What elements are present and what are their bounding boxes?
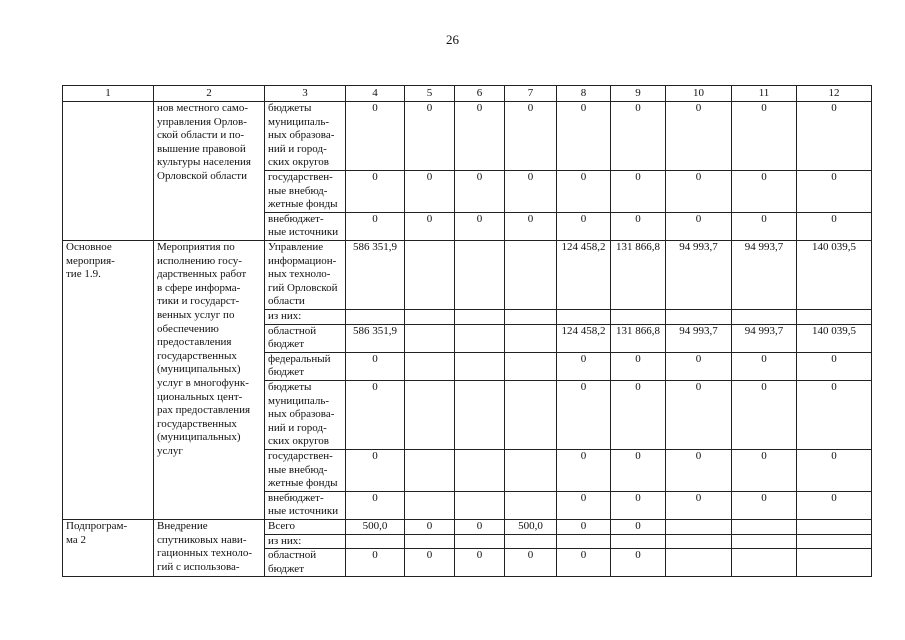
value-cell <box>505 309 557 324</box>
value-cell <box>505 352 557 380</box>
value-cell: 0 <box>666 491 732 519</box>
value-cell: 0 <box>611 491 666 519</box>
funding-source: Всего <box>265 519 346 534</box>
value-cell <box>732 519 797 534</box>
value-cell <box>455 309 505 324</box>
column-header: 11 <box>732 86 797 102</box>
value-cell <box>505 534 557 549</box>
value-cell: 0 <box>732 491 797 519</box>
column-header: 6 <box>455 86 505 102</box>
value-cell <box>405 352 455 380</box>
value-cell <box>611 534 666 549</box>
value-cell: 0 <box>666 449 732 491</box>
funding-source: из них: <box>265 309 346 324</box>
value-cell: 0 <box>797 171 872 213</box>
funding-source: из них: <box>265 534 346 549</box>
value-cell <box>666 519 732 534</box>
value-cell: 0 <box>557 352 611 380</box>
value-cell: 0 <box>346 491 405 519</box>
value-cell: 0 <box>455 212 505 240</box>
value-cell: 0 <box>557 212 611 240</box>
value-cell: 0 <box>611 171 666 213</box>
value-cell: 500,0 <box>346 519 405 534</box>
value-cell: 0 <box>666 212 732 240</box>
value-cell <box>797 519 872 534</box>
value-cell: 0 <box>405 171 455 213</box>
value-cell: 131 866,8 <box>611 240 666 309</box>
value-cell: 94 993,7 <box>666 324 732 352</box>
value-cell <box>405 449 455 491</box>
value-cell: 0 <box>666 102 732 171</box>
funding-source: государствен- ные внебюд- жетные фонды <box>265 449 346 491</box>
value-cell: 0 <box>505 102 557 171</box>
value-cell <box>346 309 405 324</box>
value-cell: 0 <box>455 519 505 534</box>
value-cell: 0 <box>505 212 557 240</box>
value-cell <box>455 324 505 352</box>
value-cell: 0 <box>557 380 611 449</box>
value-cell: 0 <box>611 102 666 171</box>
value-cell: 124 458,2 <box>557 240 611 309</box>
funding-table <box>62 85 872 577</box>
table-row <box>63 102 872 171</box>
program-name: Внедрение спутниковых нави- гационных техноло- гий с использова- <box>154 519 265 576</box>
column-header: 5 <box>405 86 455 102</box>
value-cell: 0 <box>732 212 797 240</box>
value-cell: 0 <box>732 449 797 491</box>
value-cell <box>666 309 732 324</box>
value-cell: 0 <box>405 519 455 534</box>
value-cell: 0 <box>611 549 666 577</box>
value-cell: 0 <box>611 352 666 380</box>
value-cell: 94 993,7 <box>732 324 797 352</box>
value-cell: 0 <box>346 171 405 213</box>
column-header: 12 <box>797 86 872 102</box>
value-cell: 0 <box>346 449 405 491</box>
value-cell <box>611 309 666 324</box>
value-cell: 0 <box>666 380 732 449</box>
value-cell: 0 <box>405 549 455 577</box>
value-cell <box>732 534 797 549</box>
value-cell: 94 993,7 <box>666 240 732 309</box>
value-cell: 0 <box>797 102 872 171</box>
value-cell: 0 <box>732 352 797 380</box>
value-cell <box>797 549 872 577</box>
value-cell: 0 <box>732 171 797 213</box>
table-row <box>63 519 872 534</box>
value-cell: 0 <box>797 380 872 449</box>
value-cell <box>557 309 611 324</box>
value-cell <box>505 449 557 491</box>
column-header: 10 <box>666 86 732 102</box>
value-cell: 0 <box>797 491 872 519</box>
value-cell <box>405 240 455 309</box>
value-cell <box>405 324 455 352</box>
value-cell <box>405 380 455 449</box>
value-cell <box>732 309 797 324</box>
value-cell: 0 <box>455 549 505 577</box>
funding-source: федеральный бюджет <box>265 352 346 380</box>
value-cell: 0 <box>797 352 872 380</box>
column-header: 8 <box>557 86 611 102</box>
value-cell: 0 <box>505 549 557 577</box>
value-cell: 0 <box>557 519 611 534</box>
value-cell <box>455 352 505 380</box>
value-cell: 0 <box>557 102 611 171</box>
value-cell <box>505 324 557 352</box>
funding-source: внебюджет- ные источники <box>265 212 346 240</box>
funding-source: Управление информацион- ных техноло- гий Орловской области <box>265 240 346 309</box>
value-cell <box>455 380 505 449</box>
value-cell <box>455 534 505 549</box>
column-header: 9 <box>611 86 666 102</box>
funding-source: областной бюджет <box>265 549 346 577</box>
value-cell <box>455 449 505 491</box>
value-cell: 0 <box>505 171 557 213</box>
value-cell: 94 993,7 <box>732 240 797 309</box>
value-cell: 0 <box>346 549 405 577</box>
value-cell: 0 <box>557 549 611 577</box>
value-cell: 131 866,8 <box>611 324 666 352</box>
value-cell: 500,0 <box>505 519 557 534</box>
value-cell <box>557 534 611 549</box>
value-cell <box>405 534 455 549</box>
value-cell: 0 <box>346 380 405 449</box>
page-number: 26 <box>446 32 459 47</box>
value-cell: 0 <box>455 171 505 213</box>
column-header: 1 <box>63 86 154 102</box>
table-row <box>63 240 872 309</box>
funding-source: государствен- ные внебюд- жетные фонды <box>265 171 346 213</box>
value-cell <box>405 491 455 519</box>
value-cell: 0 <box>455 102 505 171</box>
value-cell: 0 <box>611 519 666 534</box>
value-cell: 0 <box>557 171 611 213</box>
funding-source: областной бюджет <box>265 324 346 352</box>
value-cell: 0 <box>666 171 732 213</box>
value-cell: 0 <box>797 212 872 240</box>
program-code <box>63 102 154 241</box>
value-cell <box>455 491 505 519</box>
program-code: Подпрограм- ма 2 <box>63 519 154 576</box>
value-cell: 0 <box>557 491 611 519</box>
value-cell: 0 <box>732 380 797 449</box>
program-name: Мероприятия по исполнению госу- дарственных работ в сфере информа- тики и государст- венных услуг по обеспечению предоставления государственных (муниципальных) услуг в многофунк- циональных цент- рах предоставления государственных (муниципальных) услуг <box>154 240 265 519</box>
value-cell: 0 <box>346 212 405 240</box>
column-header: 3 <box>265 86 346 102</box>
funding-source: бюджеты муниципаль- ных образова- ний и город- ских округов <box>265 380 346 449</box>
value-cell: 0 <box>611 212 666 240</box>
value-cell <box>666 549 732 577</box>
value-cell <box>666 534 732 549</box>
value-cell: 0 <box>405 102 455 171</box>
funding-source: бюджеты муниципаль- ных образова- ний и город- ских округов <box>265 102 346 171</box>
funding-source: внебюджет- ные источники <box>265 491 346 519</box>
value-cell: 0 <box>346 352 405 380</box>
value-cell: 0 <box>611 449 666 491</box>
value-cell: 586 351,9 <box>346 240 405 309</box>
value-cell: 0 <box>611 380 666 449</box>
value-cell: 586 351,9 <box>346 324 405 352</box>
value-cell: 140 039,5 <box>797 240 872 309</box>
value-cell: 124 458,2 <box>557 324 611 352</box>
value-cell: 0 <box>405 212 455 240</box>
value-cell: 0 <box>732 102 797 171</box>
value-cell <box>797 534 872 549</box>
program-name: нов местного само- управления Орлов- ской области и по- вышение правовой культуры населения Орловской области <box>154 102 265 241</box>
value-cell: 0 <box>557 449 611 491</box>
value-cell <box>505 240 557 309</box>
value-cell <box>732 549 797 577</box>
value-cell <box>455 240 505 309</box>
value-cell <box>505 380 557 449</box>
value-cell <box>346 534 405 549</box>
value-cell: 0 <box>346 102 405 171</box>
column-header: 2 <box>154 86 265 102</box>
column-header: 7 <box>505 86 557 102</box>
value-cell <box>405 309 455 324</box>
value-cell <box>797 309 872 324</box>
header-row <box>63 86 872 102</box>
value-cell: 0 <box>797 449 872 491</box>
column-header: 4 <box>346 86 405 102</box>
value-cell: 0 <box>666 352 732 380</box>
value-cell <box>505 491 557 519</box>
value-cell: 140 039,5 <box>797 324 872 352</box>
program-code: Основное мероприя- тие 1.9. <box>63 240 154 519</box>
